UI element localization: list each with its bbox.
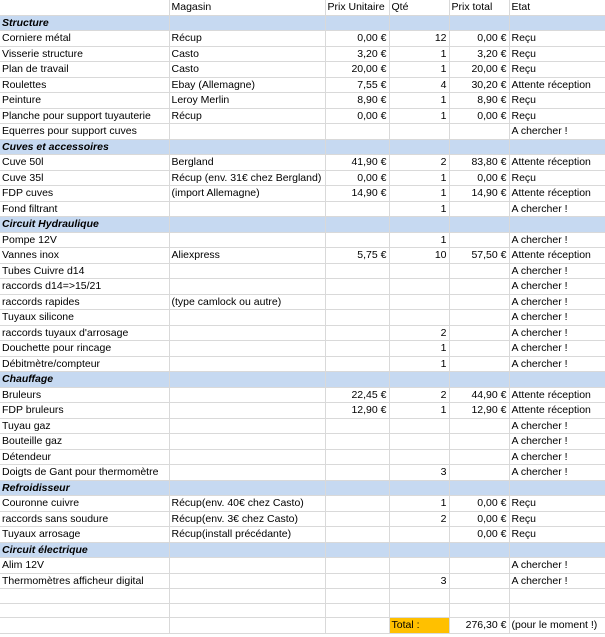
status-cell[interactable] — [509, 589, 605, 604]
unit-price-cell[interactable]: 5,75 € — [325, 248, 389, 264]
item-cell[interactable]: Cuve 35l — [0, 170, 169, 186]
quantity-cell[interactable]: 1 — [389, 341, 449, 357]
quantity-cell[interactable] — [389, 418, 449, 434]
store-cell[interactable]: Récup (env. 31€ chez Bergland) — [169, 170, 325, 186]
total-price-cell[interactable]: 0,00 € — [449, 170, 509, 186]
section-title[interactable]: Structure — [0, 15, 169, 31]
status-cell[interactable]: A chercher ! — [509, 279, 605, 295]
item-cell[interactable]: raccords rapides — [0, 294, 169, 310]
section-title[interactable]: Chauffage — [0, 372, 169, 388]
total-price-cell[interactable]: 20,00 € — [449, 62, 509, 78]
item-cell[interactable]: Fond filtrant — [0, 201, 169, 217]
item-cell[interactable]: Bouteille gaz — [0, 434, 169, 450]
section-header-row — [0, 480, 605, 496]
table-row — [0, 558, 605, 574]
status-cell[interactable]: Reçu — [509, 108, 605, 124]
total-price-cell[interactable]: 83,80 € — [449, 155, 509, 171]
section-header-row — [0, 372, 605, 388]
section-blank-cell[interactable] — [509, 15, 605, 31]
table-row — [0, 527, 605, 543]
item-cell[interactable]: Tubes Cuivre d14 — [0, 263, 169, 279]
header-cell-magasin[interactable]: Magasin — [169, 0, 325, 15]
store-cell[interactable]: Casto — [169, 46, 325, 62]
table-row — [0, 325, 605, 341]
quantity-cell[interactable]: 3 — [389, 573, 449, 589]
table-row — [0, 170, 605, 186]
status-cell[interactable]: A chercher ! — [509, 356, 605, 372]
quantity-cell[interactable] — [389, 603, 449, 618]
store-cell[interactable]: (import Allemagne) — [169, 186, 325, 202]
store-cell[interactable] — [169, 310, 325, 326]
status-cell[interactable]: A chercher ! — [509, 573, 605, 589]
status-cell[interactable]: A chercher ! — [509, 449, 605, 465]
quantity-cell[interactable]: 12 — [389, 31, 449, 47]
table-row — [0, 248, 605, 264]
quantity-cell[interactable]: 2 — [389, 155, 449, 171]
table-row — [0, 62, 605, 78]
quantity-cell[interactable] — [389, 589, 449, 604]
table-row — [0, 124, 605, 140]
store-cell[interactable] — [169, 434, 325, 450]
table-row — [0, 93, 605, 109]
total-price-cell[interactable]: 0,00 € — [449, 511, 509, 527]
store-cell[interactable] — [169, 356, 325, 372]
item-cell[interactable]: Tuyaux arrosage — [0, 527, 169, 543]
header-cell-qte[interactable]: Qté — [389, 0, 449, 15]
quantity-cell[interactable] — [389, 527, 449, 543]
store-cell[interactable] — [169, 603, 325, 618]
total-price-cell[interactable]: 44,90 € — [449, 387, 509, 403]
status-cell[interactable]: Attente réception — [509, 155, 605, 171]
status-cell[interactable]: Reçu — [509, 93, 605, 109]
store-cell[interactable]: Récup — [169, 108, 325, 124]
section-header-row — [0, 15, 605, 31]
header-cell-prix-unitaire[interactable]: Prix Unitaire — [325, 0, 389, 15]
item-cell[interactable]: Thermomètres afficheur digital — [0, 573, 169, 589]
section-blank-cell[interactable] — [169, 542, 325, 558]
total-price-cell[interactable] — [449, 449, 509, 465]
total-price-cell[interactable] — [449, 263, 509, 279]
unit-price-cell[interactable]: 41,90 € — [325, 155, 389, 171]
total-price-cell[interactable]: 14,90 € — [449, 186, 509, 202]
quantity-cell[interactable]: 1 — [389, 232, 449, 248]
store-cell[interactable] — [169, 263, 325, 279]
unit-price-cell[interactable] — [325, 449, 389, 465]
unit-price-cell[interactable]: 7,55 € — [325, 77, 389, 93]
quantity-cell[interactable] — [389, 310, 449, 326]
total-price-cell[interactable] — [449, 465, 509, 481]
total-price-cell[interactable] — [449, 434, 509, 450]
section-blank-cell[interactable] — [325, 15, 389, 31]
quantity-cell[interactable]: 2 — [389, 511, 449, 527]
item-cell[interactable]: Doigts de Gant pour thermomètre — [0, 465, 169, 481]
unit-price-cell[interactable] — [325, 310, 389, 326]
section-blank-cell[interactable] — [169, 15, 325, 31]
unit-price-cell[interactable]: 0,00 € — [325, 170, 389, 186]
status-cell[interactable]: Reçu — [509, 527, 605, 543]
total-price-cell[interactable] — [449, 325, 509, 341]
store-cell[interactable] — [169, 201, 325, 217]
section-blank-cell[interactable] — [389, 139, 449, 155]
total-price-cell[interactable] — [449, 603, 509, 618]
table-row — [0, 232, 605, 248]
table-row — [0, 294, 605, 310]
section-blank-cell[interactable] — [325, 139, 389, 155]
item-cell[interactable]: Cuve 50l — [0, 155, 169, 171]
store-cell[interactable]: Casto — [169, 62, 325, 78]
table-row — [0, 46, 605, 62]
empty-cell[interactable] — [325, 618, 389, 634]
store-cell[interactable]: (type camlock ou autre) — [169, 294, 325, 310]
unit-price-cell[interactable] — [325, 279, 389, 295]
total-price-cell[interactable] — [449, 232, 509, 248]
section-blank-cell[interactable] — [389, 372, 449, 388]
header-cell-item[interactable] — [0, 0, 169, 15]
table-row — [0, 31, 605, 47]
total-note[interactable]: (pour le moment !) — [509, 618, 605, 634]
section-title[interactable]: Circuit Hydraulique — [0, 217, 169, 233]
total-price-cell[interactable] — [449, 589, 509, 604]
store-cell[interactable]: Ebay (Allemagne) — [169, 77, 325, 93]
item-cell[interactable]: Planche pour support tuyauterie — [0, 108, 169, 124]
item-cell[interactable]: Douchette pour rincage — [0, 341, 169, 357]
quantity-cell[interactable]: 2 — [389, 325, 449, 341]
quantity-cell[interactable] — [389, 294, 449, 310]
section-blank-cell[interactable] — [509, 480, 605, 496]
total-price-cell[interactable] — [449, 310, 509, 326]
item-cell[interactable]: Détendeur — [0, 449, 169, 465]
quantity-cell[interactable] — [389, 449, 449, 465]
store-cell[interactable] — [169, 279, 325, 295]
quantity-cell[interactable]: 3 — [389, 465, 449, 481]
item-cell[interactable] — [0, 603, 169, 618]
quantity-cell[interactable]: 1 — [389, 186, 449, 202]
status-cell[interactable]: Attente réception — [509, 186, 605, 202]
quantity-cell[interactable]: 1 — [389, 170, 449, 186]
table-row — [0, 263, 605, 279]
unit-price-cell[interactable]: 8,90 € — [325, 93, 389, 109]
quantity-cell[interactable]: 2 — [389, 387, 449, 403]
status-cell[interactable]: Reçu — [509, 170, 605, 186]
section-blank-cell[interactable] — [449, 15, 509, 31]
status-cell[interactable] — [509, 603, 605, 618]
unit-price-cell[interactable]: 20,00 € — [325, 62, 389, 78]
store-cell[interactable] — [169, 341, 325, 357]
table-row — [0, 341, 605, 357]
store-cell[interactable] — [169, 465, 325, 481]
unit-price-cell[interactable] — [325, 232, 389, 248]
store-cell[interactable]: Leroy Merlin — [169, 93, 325, 109]
total-label[interactable]: Total : — [389, 618, 449, 634]
status-cell[interactable]: Reçu — [509, 31, 605, 47]
table-row — [0, 573, 605, 589]
store-cell[interactable]: Récup(env. 3€ chez Casto) — [169, 511, 325, 527]
table-row — [0, 108, 605, 124]
unit-price-cell[interactable] — [325, 527, 389, 543]
total-price-cell[interactable] — [449, 341, 509, 357]
store-cell[interactable]: Récup — [169, 31, 325, 47]
status-cell[interactable]: A chercher ! — [509, 325, 605, 341]
item-cell[interactable]: Visserie structure — [0, 46, 169, 62]
item-cell[interactable]: Alim 12V — [0, 558, 169, 574]
total-price-cell[interactable]: 0,00 € — [449, 496, 509, 512]
item-cell[interactable]: Débitmètre/compteur — [0, 356, 169, 372]
unit-price-cell[interactable] — [325, 465, 389, 481]
section-blank-cell[interactable] — [449, 542, 509, 558]
table-row — [0, 496, 605, 512]
item-cell[interactable]: Bruleurs — [0, 387, 169, 403]
section-blank-cell[interactable] — [325, 542, 389, 558]
table-row — [0, 201, 605, 217]
section-blank-cell[interactable] — [389, 217, 449, 233]
store-cell[interactable] — [169, 589, 325, 604]
status-cell[interactable]: Attente réception — [509, 387, 605, 403]
table-row — [0, 511, 605, 527]
empty-cell[interactable] — [0, 618, 169, 634]
total-price-cell[interactable]: 3,20 € — [449, 46, 509, 62]
table-row — [0, 356, 605, 372]
total-price-cell[interactable]: 0,00 € — [449, 108, 509, 124]
item-cell[interactable]: Corniere métal — [0, 31, 169, 47]
item-cell[interactable]: Vannes inox — [0, 248, 169, 264]
status-cell[interactable]: A chercher ! — [509, 341, 605, 357]
total-price-cell[interactable]: 0,00 € — [449, 31, 509, 47]
store-cell[interactable] — [169, 558, 325, 574]
store-cell[interactable] — [169, 449, 325, 465]
total-price-cell[interactable]: 8,90 € — [449, 93, 509, 109]
item-cell[interactable]: Equerres pour support cuves — [0, 124, 169, 140]
item-cell[interactable]: Tuyau gaz — [0, 418, 169, 434]
total-price-cell[interactable] — [449, 418, 509, 434]
table-row — [0, 77, 605, 93]
store-cell[interactable] — [169, 403, 325, 419]
header-cell-etat[interactable]: Etat — [509, 0, 605, 15]
section-blank-cell[interactable] — [325, 372, 389, 388]
store-cell[interactable]: Récup(env. 40€ chez Casto) — [169, 496, 325, 512]
quantity-cell[interactable]: 1 — [389, 496, 449, 512]
status-cell[interactable]: A chercher ! — [509, 558, 605, 574]
status-cell[interactable]: A chercher ! — [509, 124, 605, 140]
item-cell[interactable]: raccords d14=>15/21 — [0, 279, 169, 295]
unit-price-cell[interactable]: 14,90 € — [325, 186, 389, 202]
quantity-cell[interactable]: 1 — [389, 108, 449, 124]
section-blank-cell[interactable] — [169, 372, 325, 388]
item-cell[interactable]: Plan de travail — [0, 62, 169, 78]
item-cell[interactable] — [0, 589, 169, 604]
table-row — [0, 155, 605, 171]
section-blank-cell[interactable] — [389, 15, 449, 31]
status-cell[interactable]: Reçu — [509, 496, 605, 512]
status-cell[interactable]: Attente réception — [509, 403, 605, 419]
quantity-cell[interactable]: 1 — [389, 403, 449, 419]
section-blank-cell[interactable] — [389, 542, 449, 558]
status-cell[interactable]: A chercher ! — [509, 263, 605, 279]
section-title[interactable]: Refroidisseur — [0, 480, 169, 496]
total-price-cell[interactable] — [449, 356, 509, 372]
table-row — [0, 589, 605, 604]
unit-price-cell[interactable] — [325, 558, 389, 574]
status-cell[interactable]: A chercher ! — [509, 201, 605, 217]
quantity-cell[interactable] — [389, 279, 449, 295]
item-cell[interactable]: Pompe 12V — [0, 232, 169, 248]
status-cell[interactable]: Attente réception — [509, 248, 605, 264]
item-cell[interactable]: Peinture — [0, 93, 169, 109]
status-cell[interactable]: Attente réception — [509, 77, 605, 93]
item-cell[interactable]: Tuyaux silicone — [0, 310, 169, 326]
item-cell[interactable]: raccords sans soudure — [0, 511, 169, 527]
store-cell[interactable] — [169, 232, 325, 248]
store-cell[interactable]: Récup(install précédante) — [169, 527, 325, 543]
table-row — [0, 279, 605, 295]
quantity-cell[interactable] — [389, 434, 449, 450]
quantity-cell[interactable]: 4 — [389, 77, 449, 93]
total-price-cell[interactable]: 12,90 € — [449, 403, 509, 419]
total-price-cell[interactable] — [449, 573, 509, 589]
table-row — [0, 603, 605, 618]
store-cell[interactable]: Aliexpress — [169, 248, 325, 264]
section-blank-cell[interactable] — [169, 217, 325, 233]
header-row — [0, 0, 605, 15]
total-row — [0, 618, 605, 634]
store-cell[interactable] — [169, 418, 325, 434]
section-blank-cell[interactable] — [169, 480, 325, 496]
unit-price-cell[interactable] — [325, 263, 389, 279]
unit-price-cell[interactable] — [325, 589, 389, 604]
unit-price-cell[interactable] — [325, 124, 389, 140]
status-cell[interactable]: A chercher ! — [509, 418, 605, 434]
store-cell[interactable] — [169, 387, 325, 403]
section-blank-cell[interactable] — [169, 139, 325, 155]
unit-price-cell[interactable]: 3,20 € — [325, 46, 389, 62]
section-blank-cell[interactable] — [509, 217, 605, 233]
section-blank-cell[interactable] — [449, 139, 509, 155]
table-row — [0, 418, 605, 434]
total-price-cell[interactable]: 57,50 € — [449, 248, 509, 264]
total-price-cell[interactable]: 30,20 € — [449, 77, 509, 93]
unit-price-cell[interactable] — [325, 603, 389, 618]
header-cell-prix-total[interactable]: Prix total — [449, 0, 509, 15]
section-blank-cell[interactable] — [509, 372, 605, 388]
table-row — [0, 387, 605, 403]
status-cell[interactable]: A chercher ! — [509, 294, 605, 310]
status-cell[interactable]: Reçu — [509, 511, 605, 527]
unit-price-cell[interactable]: 22,45 € — [325, 387, 389, 403]
section-blank-cell[interactable] — [325, 480, 389, 496]
unit-price-cell[interactable]: 0,00 € — [325, 108, 389, 124]
unit-price-cell[interactable] — [325, 356, 389, 372]
total-price-cell[interactable] — [449, 201, 509, 217]
unit-price-cell[interactable] — [325, 418, 389, 434]
unit-price-cell[interactable] — [325, 496, 389, 512]
status-cell[interactable]: A chercher ! — [509, 232, 605, 248]
total-price-cell[interactable] — [449, 294, 509, 310]
quantity-cell[interactable]: 1 — [389, 46, 449, 62]
table-row — [0, 186, 605, 202]
table-row — [0, 434, 605, 450]
store-cell[interactable] — [169, 124, 325, 140]
status-cell[interactable]: A chercher ! — [509, 465, 605, 481]
quantity-cell[interactable]: 1 — [389, 201, 449, 217]
section-title[interactable]: Cuves et accessoires — [0, 139, 169, 155]
unit-price-cell[interactable] — [325, 434, 389, 450]
quantity-cell[interactable] — [389, 558, 449, 574]
section-blank-cell[interactable] — [449, 480, 509, 496]
section-header-row — [0, 542, 605, 558]
item-cell[interactable]: Roulettes — [0, 77, 169, 93]
status-cell[interactable]: A chercher ! — [509, 434, 605, 450]
section-header-row — [0, 217, 605, 233]
table-row — [0, 449, 605, 465]
total-price-cell[interactable] — [449, 124, 509, 140]
total-price-cell[interactable]: 0,00 € — [449, 527, 509, 543]
status-cell[interactable]: Reçu — [509, 62, 605, 78]
unit-price-cell[interactable] — [325, 294, 389, 310]
section-title[interactable]: Circuit électrique — [0, 542, 169, 558]
item-cell[interactable]: FDP cuves — [0, 186, 169, 202]
section-blank-cell[interactable] — [449, 372, 509, 388]
unit-price-cell[interactable]: 12,90 € — [325, 403, 389, 419]
total-value[interactable]: 276,30 € — [449, 618, 509, 634]
section-blank-cell[interactable] — [389, 480, 449, 496]
item-cell[interactable]: FDP bruleurs — [0, 403, 169, 419]
unit-price-cell[interactable]: 0,00 € — [325, 31, 389, 47]
table-row — [0, 465, 605, 481]
total-price-cell[interactable] — [449, 279, 509, 295]
quantity-cell[interactable]: 1 — [389, 93, 449, 109]
quantity-cell[interactable]: 1 — [389, 62, 449, 78]
status-cell[interactable]: A chercher ! — [509, 310, 605, 326]
table-row — [0, 310, 605, 326]
item-cell[interactable]: Couronne cuivre — [0, 496, 169, 512]
status-cell[interactable]: Reçu — [509, 46, 605, 62]
table-row — [0, 403, 605, 419]
quantity-cell[interactable]: 1 — [389, 356, 449, 372]
unit-price-cell[interactable] — [325, 201, 389, 217]
section-header-row — [0, 139, 605, 155]
unit-price-cell[interactable] — [325, 341, 389, 357]
section-blank-cell[interactable] — [325, 217, 389, 233]
quantity-cell[interactable]: 10 — [389, 248, 449, 264]
item-cell[interactable]: raccords tuyaux d'arrosage — [0, 325, 169, 341]
quantity-cell[interactable] — [389, 263, 449, 279]
store-cell[interactable]: Bergland — [169, 155, 325, 171]
unit-price-cell[interactable] — [325, 325, 389, 341]
total-price-cell[interactable] — [449, 558, 509, 574]
quantity-cell[interactable] — [389, 124, 449, 140]
empty-cell[interactable] — [169, 618, 325, 634]
store-cell[interactable] — [169, 573, 325, 589]
section-blank-cell[interactable] — [509, 139, 605, 155]
section-blank-cell[interactable] — [449, 217, 509, 233]
store-cell[interactable] — [169, 325, 325, 341]
unit-price-cell[interactable] — [325, 511, 389, 527]
section-blank-cell[interactable] — [509, 542, 605, 558]
unit-price-cell[interactable] — [325, 573, 389, 589]
